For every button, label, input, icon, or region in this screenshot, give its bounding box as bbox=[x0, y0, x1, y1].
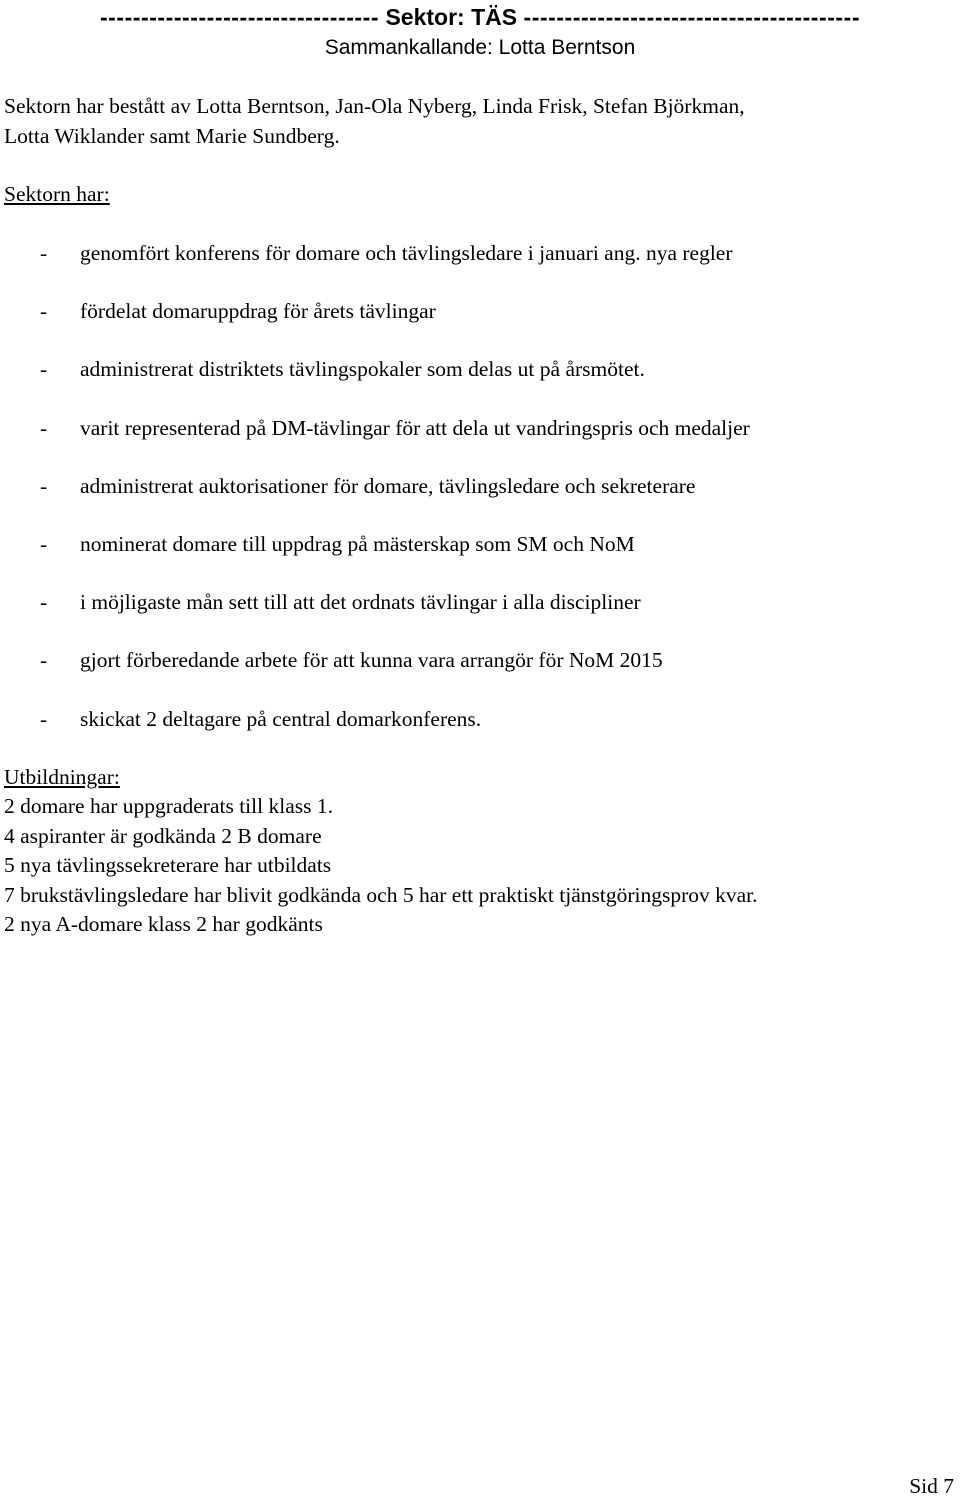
list-item-text: fördelat domaruppdrag för årets tävlingar bbox=[80, 299, 436, 324]
bullet-dash: - bbox=[40, 299, 48, 324]
bullet-dash: - bbox=[40, 590, 48, 615]
list-item-text: i möjligaste mån sett till att det ordnats tävlingar i alla discipliner bbox=[80, 590, 641, 615]
list-item-text: nominerat domare till uppdrag på mästerskap som SM och NoM bbox=[80, 531, 635, 556]
list-item bbox=[0, 354, 960, 412]
list-item bbox=[0, 238, 960, 296]
sector-title-line bbox=[2, 2, 958, 32]
list-item bbox=[0, 471, 960, 529]
bullet-dash: - bbox=[40, 357, 48, 382]
title-dashes-right: ----------------------------------------- bbox=[523, 4, 861, 30]
list-item-text: gjort förberedande arbete för att kunna vara arrangör för NoM 2015 bbox=[80, 648, 663, 673]
bullet-dash: - bbox=[40, 531, 48, 556]
intro-paragraph bbox=[4, 91, 944, 151]
list-item: 7 brukstävlingsledare har blivit godkända och 5 har ett praktiskt tjänstgöringsprov kvar. bbox=[4, 882, 758, 907]
intro-line: Sektorn har bestått av Lotta Berntson, Jan-Ola Nyberg, Linda Frisk, Stefan Björkman, bbox=[4, 94, 745, 118]
activities-heading: Sektorn har: bbox=[4, 182, 110, 206]
bullet-dash: - bbox=[40, 415, 48, 440]
page-number: Sid 7 bbox=[909, 1474, 954, 1498]
list-item bbox=[0, 529, 960, 587]
convener-line: Sammankallande: Lotta Berntson bbox=[324, 36, 636, 59]
list-item bbox=[0, 704, 960, 762]
list-item bbox=[0, 645, 960, 703]
list-item-text: administrerat distriktets tävlingspokaler som delas ut på årsmötet. bbox=[80, 357, 645, 382]
list-item: 2 domare har uppgraderats till klass 1. bbox=[4, 794, 333, 818]
list-item: 5 nya tävlingssekreterare har utbildats bbox=[4, 853, 332, 877]
activities-list bbox=[0, 238, 960, 762]
title-dashes-left: ---------------------------------- bbox=[99, 4, 380, 30]
bullet-dash: - bbox=[40, 241, 48, 265]
list-item-text: administrerat auktorisationer för domare, tävlingsledare och sekreterare bbox=[80, 473, 696, 498]
list-item bbox=[0, 296, 960, 354]
sector-title: Sektor: TÄS bbox=[385, 4, 518, 30]
bullet-dash: - bbox=[40, 473, 48, 498]
list-item-text: varit representerad på DM-tävlingar för att dela ut vandringspris och medaljer bbox=[80, 415, 750, 440]
list-item bbox=[0, 413, 960, 471]
list-item bbox=[0, 587, 960, 645]
list-item-text: skickat 2 deltagare på central domarkonferens. bbox=[80, 706, 482, 731]
education-heading: Utbildningar: bbox=[4, 765, 120, 789]
bullet-dash: - bbox=[40, 706, 48, 731]
list-item: 4 aspiranter är godkända 2 B domare bbox=[4, 823, 322, 848]
list-item: 2 nya A-domare klass 2 har godkänts bbox=[4, 912, 323, 936]
bullet-dash: - bbox=[40, 648, 48, 673]
list-item-text: genomfört konferens för domare och tävlingsledare i januari ang. nya regler bbox=[80, 241, 733, 265]
intro-line: Lotta Wiklander samt Marie Sundberg. bbox=[4, 124, 340, 148]
education-list bbox=[4, 792, 954, 940]
